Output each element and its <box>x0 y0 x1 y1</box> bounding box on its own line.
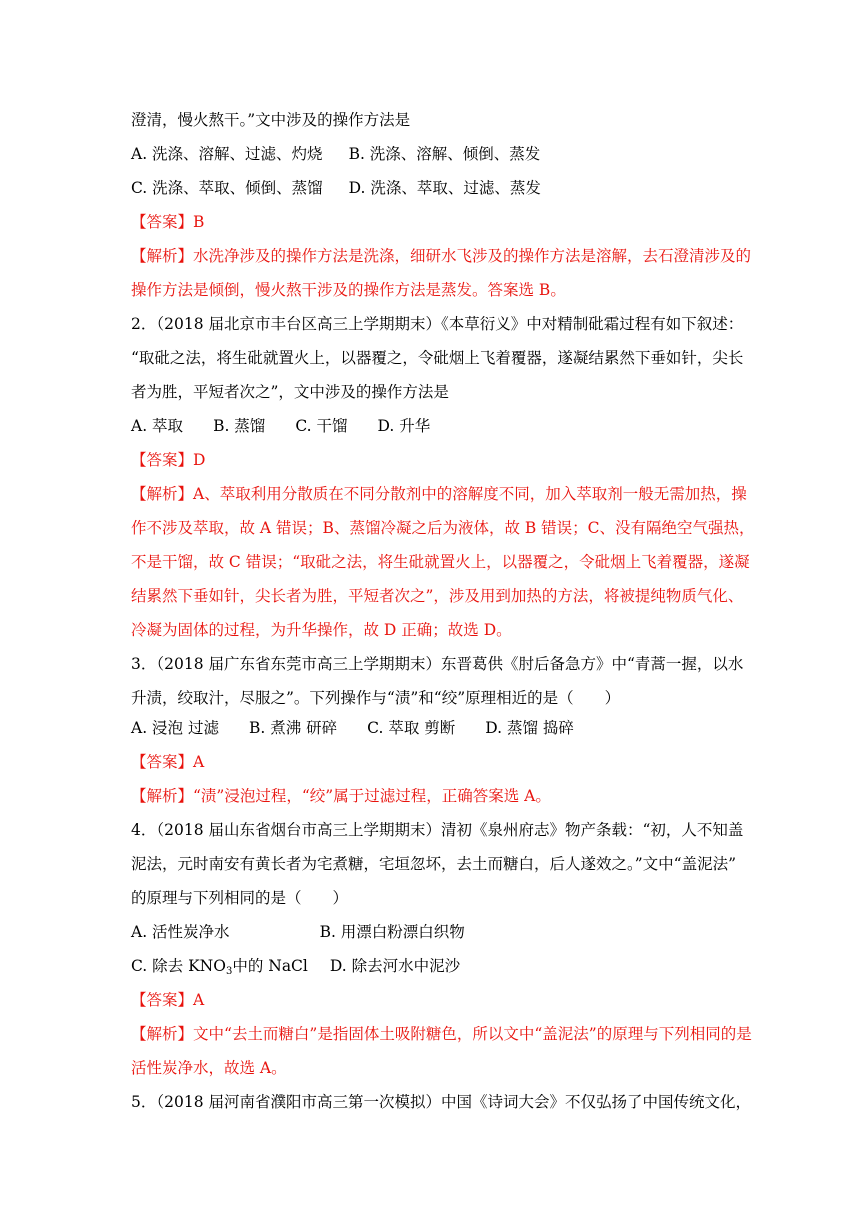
q3-option-a: A. 浸泡 过滤 <box>131 719 219 737</box>
q2-analysis-line: 不是干馏，故 C 错误；“取砒之法，将生砒就置火上，以器覆之，令砒烟上飞着覆器，遂凝 <box>131 553 750 571</box>
q2-stem-line: 者为胜，平短者次之”，文中涉及的操作方法是 <box>131 383 449 401</box>
q4-options-row-1 <box>131 921 465 943</box>
q1-options-row-2 <box>131 177 541 199</box>
q1-analysis-line: 操作方法是倾倒，慢火熬干涉及的操作方法是蒸发。答案选 B。 <box>131 281 566 299</box>
q4-analysis-line: 【解析】文中“去土而糖白”是指固体土吸附糖色，所以文中“盖泥法”的原理与下列相同的是 <box>131 1025 752 1043</box>
q2-analysis-line: 作不涉及萃取，故 A 错误；B、蒸馏冷凝之后为液体，故 B 错误；C、没有隔绝空气强热， <box>131 519 755 537</box>
q2-answer: 【答案】D <box>131 451 206 469</box>
q4-option-a: A. 活性炭净水 <box>131 923 230 941</box>
q1-stem-line: 澄清，慢火熬干。”文中涉及的操作方法是 <box>131 111 411 129</box>
q3-analysis-line: 【解析】“渍”浸泡过程，“绞”属于过滤过程，正确答案选 A。 <box>131 787 551 805</box>
q1-options-row-1 <box>131 143 540 165</box>
q3-option-c: C. 萃取 剪断 <box>367 719 456 737</box>
q3-option-d: D. 蒸馏 捣碎 <box>485 719 574 737</box>
q4-stem-line: 泥法，元时南安有黄长者为宅煮糖，宅垣忽坏，去土而糖白，后人遂效之。”文中“盖泥法” <box>131 855 737 873</box>
q4-option-d: D. 除去河水中泥沙 <box>329 957 461 975</box>
q3-answer: 【答案】A <box>131 753 205 771</box>
q1-option-b: B. 洗涤、溶解、倾倒、蒸发 <box>348 145 541 163</box>
q2-option-a: A. 萃取 <box>131 417 184 435</box>
q2-stem-line: “取砒之法，将生砒就置火上，以器覆之，令砒烟上飞着覆器，遂凝结累然下垂如针，尖长 <box>131 349 744 367</box>
q3-option-b: B. 煮沸 研碎 <box>248 719 338 737</box>
q4-analysis-line: 活性炭净水，故选 A。 <box>131 1059 287 1077</box>
q2-analysis-line: 【解析】A、萃取利用分散质在不同分散剂中的溶解度不同，加入萃取剂一般无需加热，操 <box>131 485 747 503</box>
q2-option-c: C. 干馏 <box>295 417 348 435</box>
q4-stem-line: 4．（2018 届山东省烟台市高三上学期期末）清初《泉州府志》物产条载：“初，人不知盖 <box>131 821 744 839</box>
q2-analysis-line: 结累然下垂如针，尖长者为胜，平短者次之”，涉及用到加热的方法，将被提纯物质气化、 <box>131 587 744 605</box>
q2-analysis-line: 冷凝为固体的过程，为升华操作，故 D 正确；故选 D。 <box>131 621 512 639</box>
q1-answer: 【答案】B <box>131 213 205 231</box>
q4-option-b: B. 用漂白粉漂白织物 <box>319 923 465 941</box>
q3-stem-line: 升渍，绞取汁，尽服之”。下列操作与“渍”和“绞”原理相近的是（ ） <box>131 689 621 707</box>
q2-option-b: B. 蒸馏 <box>213 417 266 435</box>
q5-stem-line: 5．（2018 届河南省濮阳市高三第一次模拟）中国《诗词大会》不仅弘扬了中国传统文化， <box>131 1093 751 1111</box>
q3-options-row <box>131 717 574 739</box>
q1-option-a: A. 洗涤、溶解、过滤、灼烧 <box>131 145 323 163</box>
q4-answer: 【答案】A <box>131 991 205 1009</box>
q1-option-d: D. 洗涤、萃取、过滤、蒸发 <box>348 179 541 197</box>
q4-options-row-2 <box>131 955 460 977</box>
q3-stem-line: 3．（2018 届广东省东莞市高三上学期期末）东晋葛供《肘后备急方》中“青蒿一握，以水 <box>131 655 744 673</box>
q1-analysis-line: 【解析】水洗净涉及的操作方法是洗涤，细研水飞涉及的操作方法是溶解，去石澄清涉及的 <box>131 247 752 265</box>
q2-option-d: D. 升华 <box>377 417 431 435</box>
q2-stem-line: 2．（2018 届北京市丰台区高三上学期期末）《本草衍义》中对精制砒霜过程有如下叙述： <box>131 315 744 333</box>
q1-option-c: C. 洗涤、萃取、倾倒、蒸馏 <box>131 179 323 197</box>
q4-stem-line: 的原理与下列相同的是（ ） <box>131 889 349 907</box>
q2-options-row <box>131 415 430 437</box>
q4-option-c: C. 除去 $KNO_3$中的 NaCl <box>131 957 308 977</box>
